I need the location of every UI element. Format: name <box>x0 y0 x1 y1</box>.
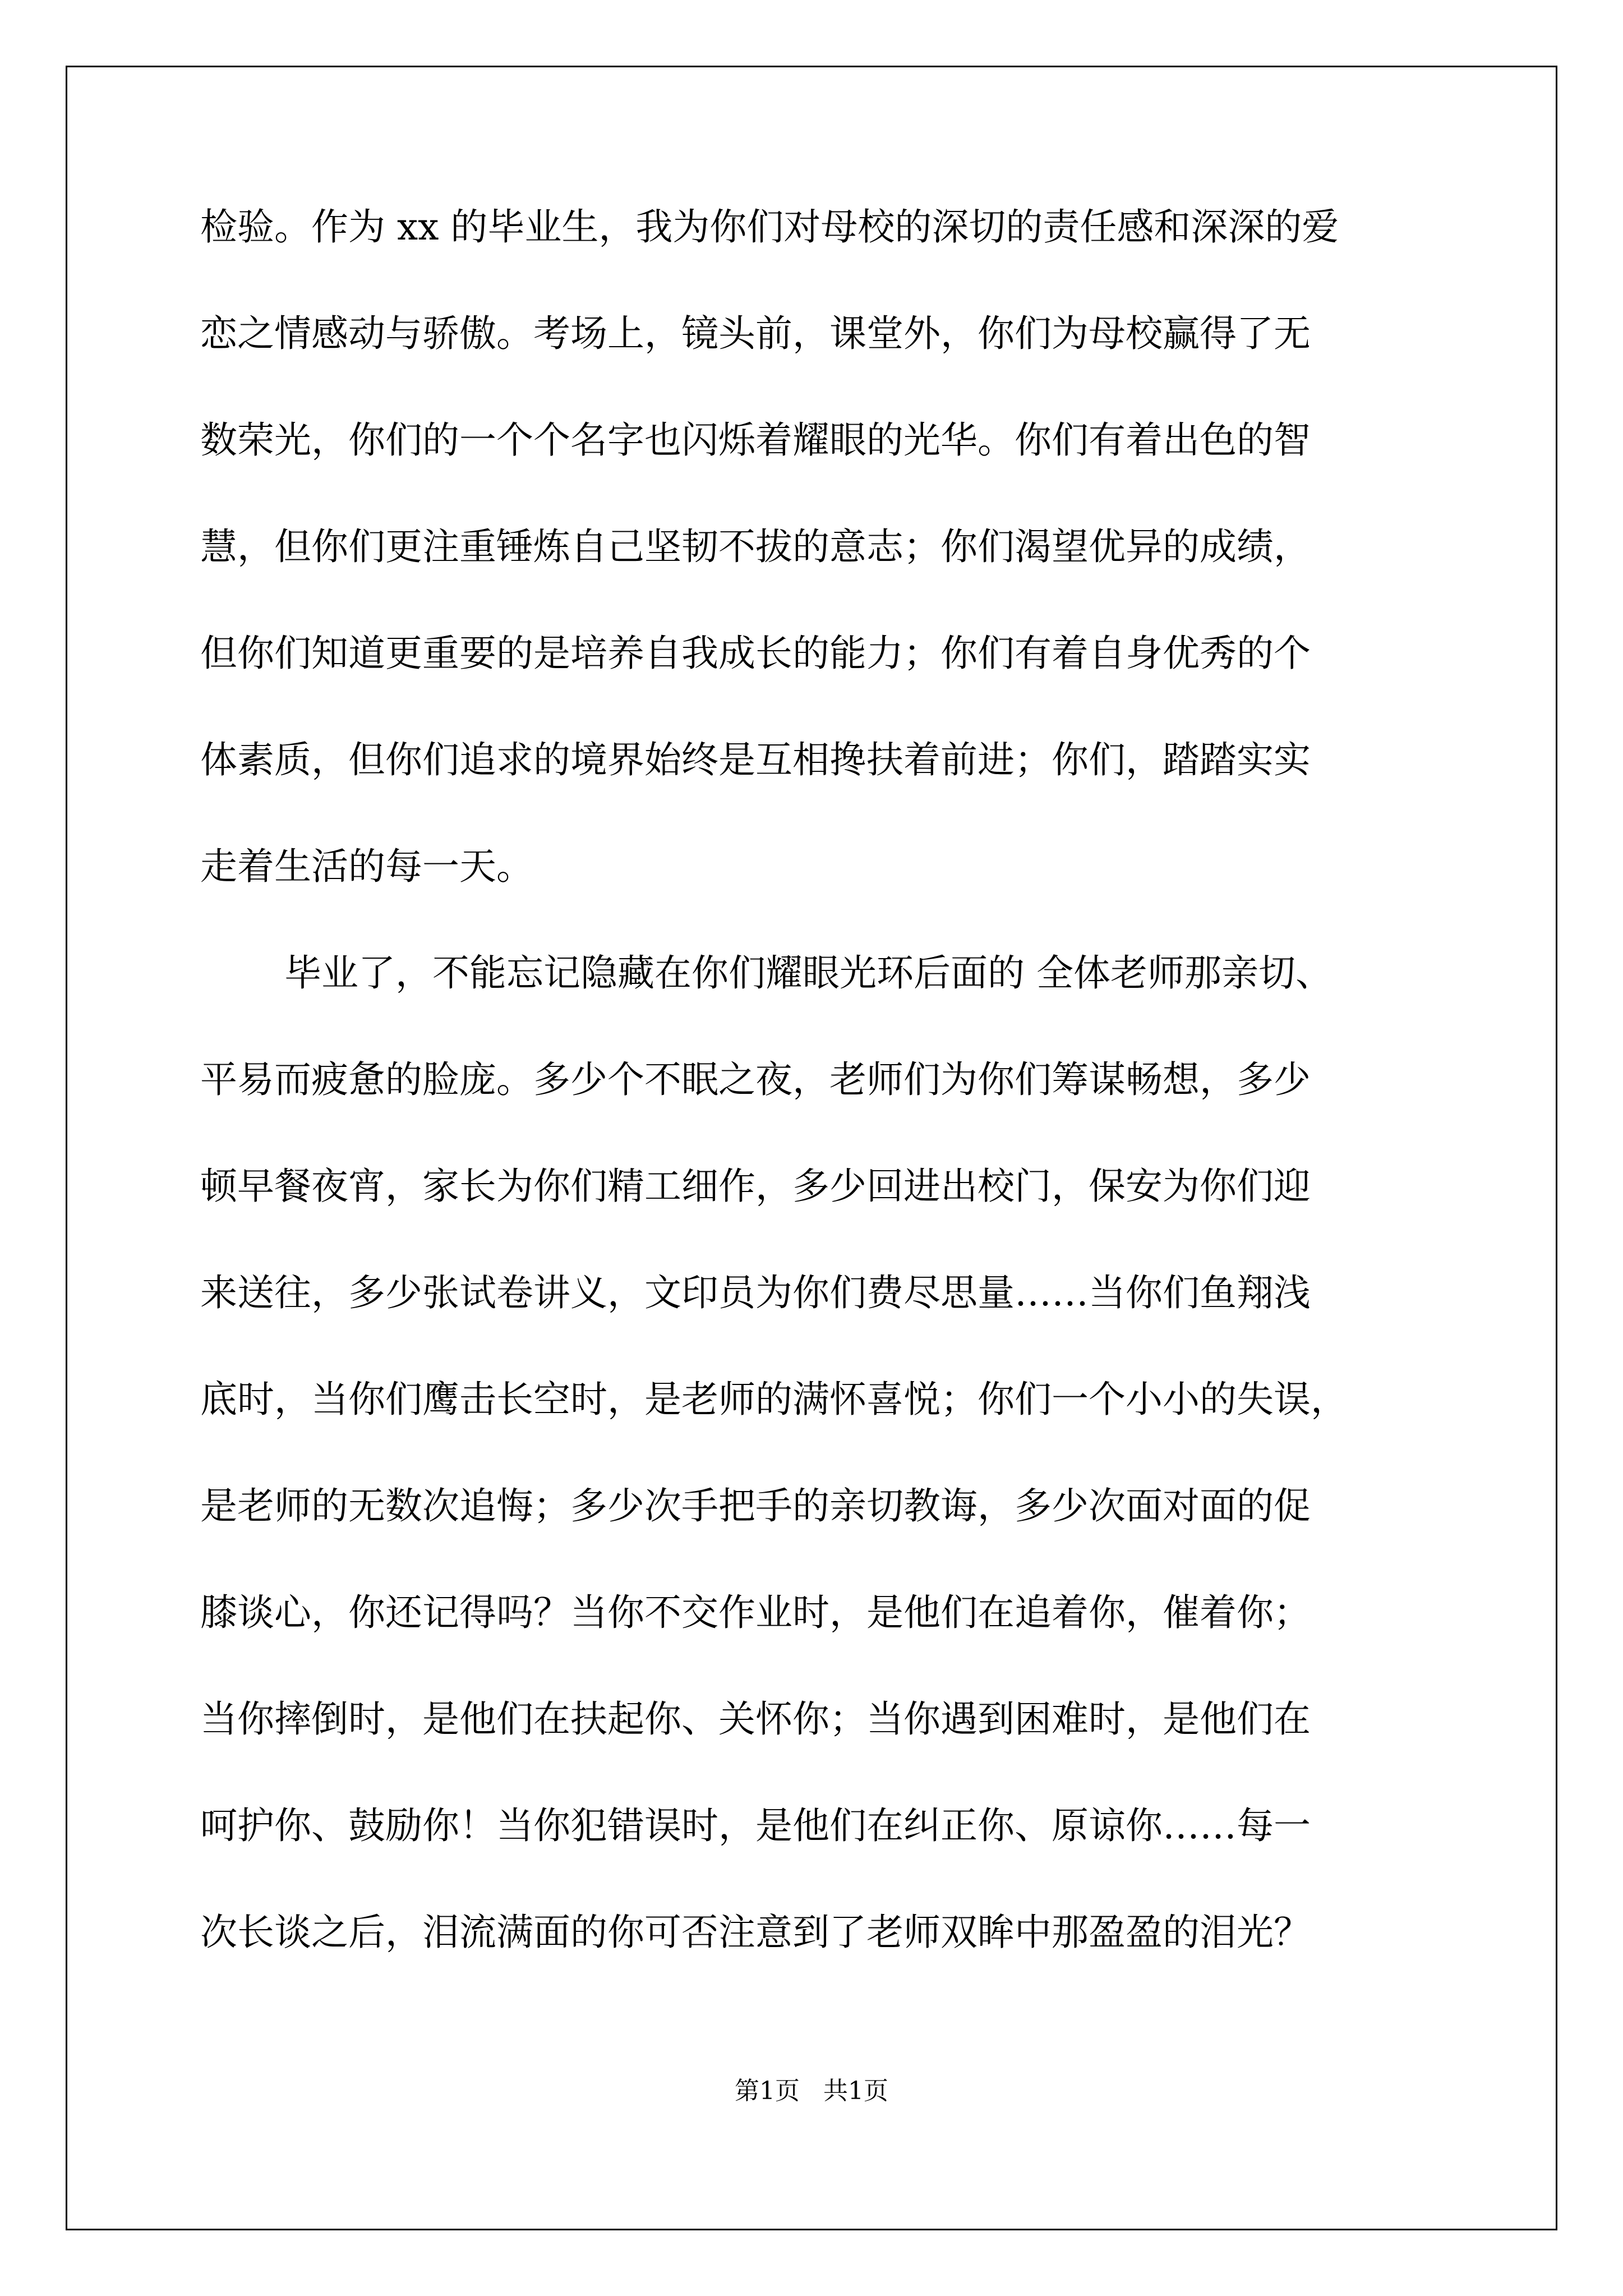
text-line: 但你们知道更重要的是培养自我成长的能力；你们有着自身优秀的个 <box>200 632 1311 675</box>
text-line: 体素质，但你们追求的境界始终是互相搀扶着前进；你们，踏踏实实 <box>200 738 1311 781</box>
text-line: 当你摔倒时，是他们在扶起你、关怀你；当你遇到困难时，是他们在 <box>200 1697 1311 1741</box>
text-line: 恋之情感动与骄傲。考场上，镜头前，课堂外，你们为母校赢得了无 <box>200 312 1311 355</box>
text-line: 底时，当你们鹰击长空时，是老师的满怀喜悦；你们一个小小的失误， <box>200 1378 1348 1421</box>
page-border <box>66 66 1557 2230</box>
page-footer: 第1页 共1页 <box>735 2077 888 2105</box>
text-line: 次长谈之后，泪流满面的你可否注意到了老师双眸中那盈盈的泪光？ <box>200 1911 1311 1954</box>
text-line: 平易而疲惫的脸庞。多少个不眠之夜，老师们为你们筹谋畅想，多少 <box>200 1058 1311 1101</box>
text-line: 数荣光，你们的一个个名字也闪烁着耀眼的光华。你们有着出色的智 <box>200 418 1311 462</box>
text-line: 顿早餐夜宵，家长为你们精工细作，多少回进出校门，保安为你们迎 <box>200 1165 1311 1208</box>
text-line: 来送往，多少张试卷讲义，文印员为你们费尽思量……当你们鱼翔浅 <box>200 1271 1311 1314</box>
text-line: 膝谈心，你还记得吗？当你不交作业时，是他们在追着你，催着你； <box>200 1591 1311 1634</box>
text-line: 是老师的无数次追悔；多少次手把手的亲切教诲，多少次面对面的促 <box>200 1484 1311 1527</box>
text-line: 呵护你、鼓励你！当你犯错误时，是他们在纠正你、原谅你……每一 <box>200 1804 1311 1847</box>
text-line: 慧，但你们更注重锤炼自己坚韧不拔的意志；你们渴望优异的成绩， <box>200 525 1311 568</box>
text-line: 检验。作为 xx 的毕业生，我为你们对母校的深切的责任感和深深的爱 <box>200 205 1339 249</box>
paragraph-start-line: 毕业了，不能忘记隐藏在你们耀眼光环后面的 全体老师那亲切、 <box>284 951 1332 995</box>
text-line: 走着生活的每一天。 <box>200 845 533 888</box>
